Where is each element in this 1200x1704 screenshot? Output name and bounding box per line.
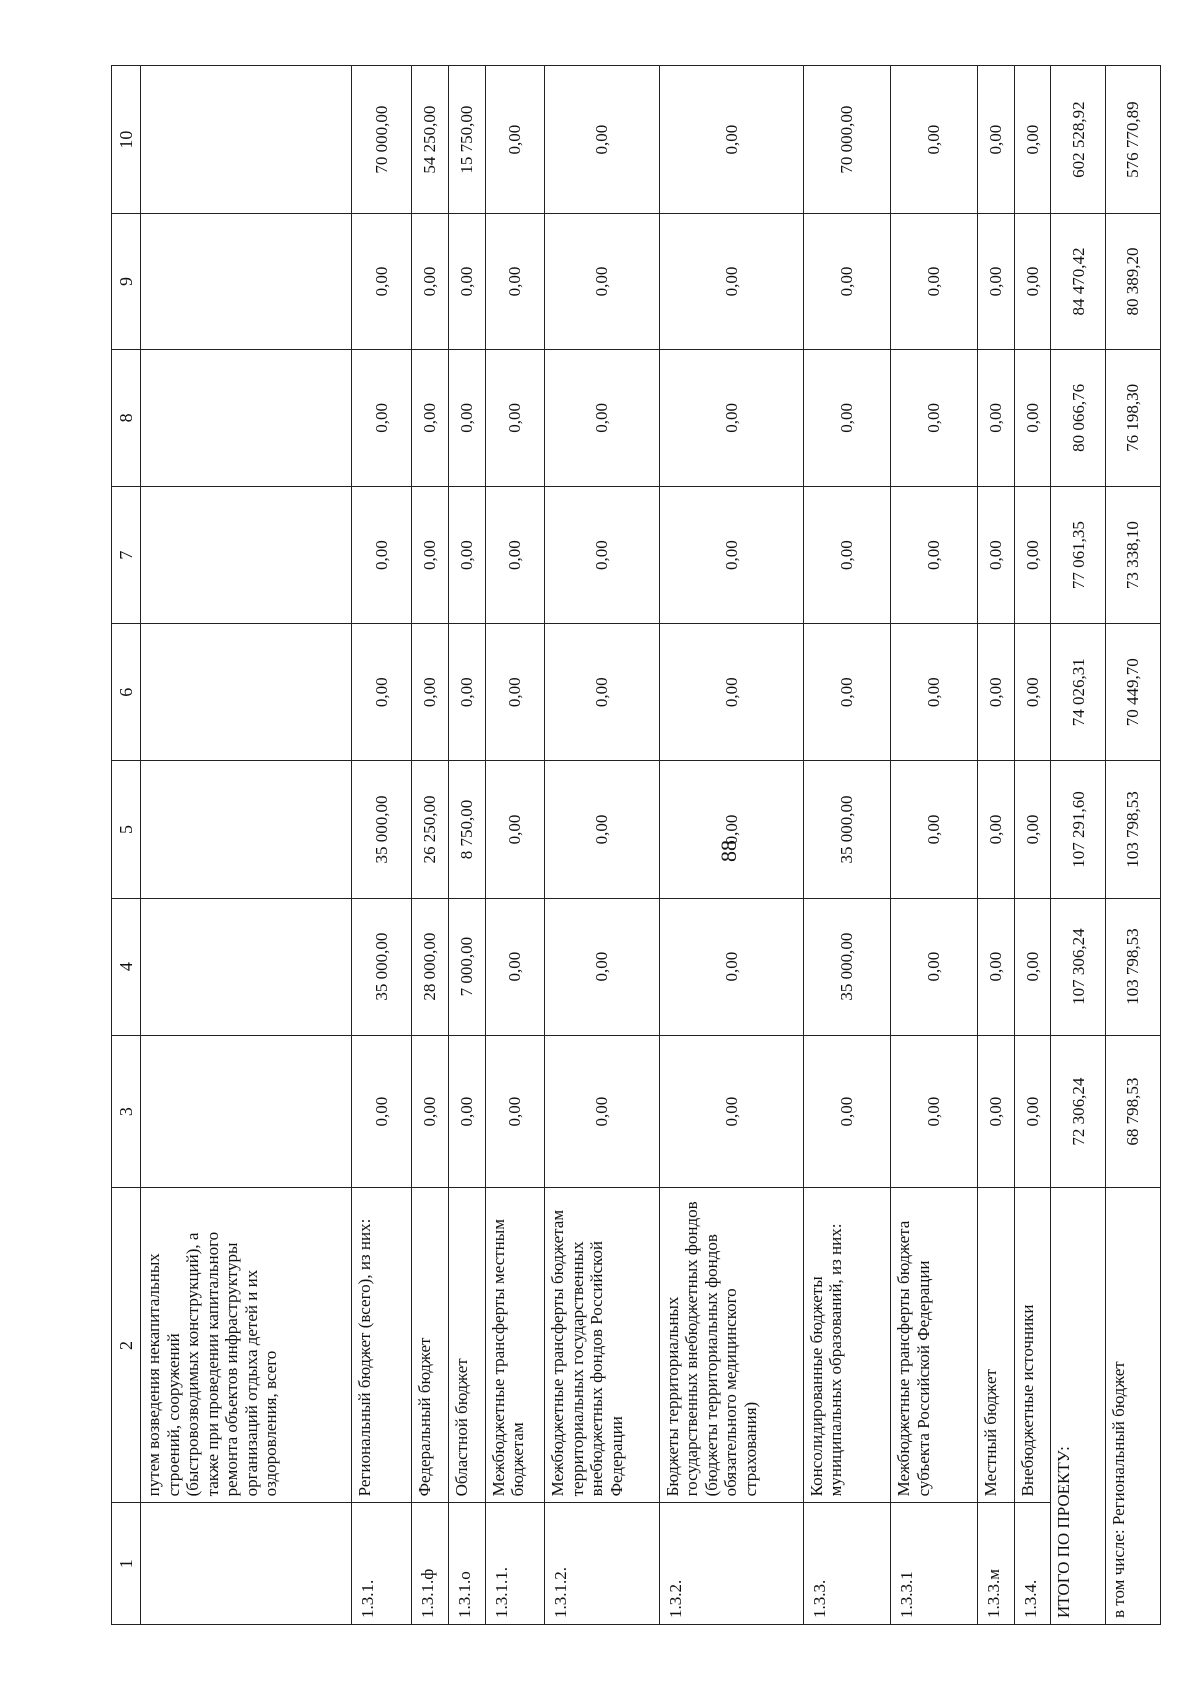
value-cell: 0,00 [352, 1035, 412, 1188]
value-cell: 0,00 [485, 214, 545, 350]
row-code: 1.3.2. [659, 1503, 803, 1625]
value-cell: 0,00 [890, 624, 977, 761]
value-cell: 0,00 [485, 898, 545, 1035]
totals-row [1106, 66, 1161, 1625]
value-cell [141, 214, 352, 350]
row-code: 1.3.4. [1014, 1503, 1051, 1625]
row-code: 1.3.1.о [448, 1503, 485, 1625]
value-cell [141, 349, 352, 486]
value-cell: 0,00 [485, 349, 545, 486]
value-cell: 0,00 [1014, 214, 1051, 350]
value-cell: 0,00 [1014, 349, 1051, 486]
row-code: 1.3.3.1 [890, 1503, 977, 1625]
total-value-cell: 576 770,89 [1106, 66, 1161, 214]
row-name: Межбюджетные трансферты бюджетам территориальных государственных внебюджетных фондов Российской Федерации [545, 1188, 659, 1503]
value-cell: 0,00 [448, 624, 485, 761]
table-row [890, 66, 977, 1625]
table-row [659, 66, 803, 1625]
value-cell: 0,00 [545, 624, 659, 761]
value-cell: 0,00 [978, 624, 1015, 761]
value-cell: 0,00 [545, 349, 659, 486]
value-cell: 0,00 [545, 486, 659, 623]
total-value-cell: 77 061,35 [1051, 486, 1106, 623]
value-cell [141, 898, 352, 1035]
value-cell: 0,00 [890, 898, 977, 1035]
row-name: Региональный бюджет (всего), из них: [352, 1188, 412, 1503]
row-name: Областной бюджет [448, 1188, 485, 1503]
row-name: Местный бюджет [978, 1188, 1015, 1503]
row-code: 1.3.1.2. [545, 1503, 659, 1625]
row-code [141, 1503, 352, 1625]
total-value-cell: 80 066,76 [1051, 349, 1106, 486]
value-cell [141, 761, 352, 898]
value-cell: 0,00 [545, 214, 659, 350]
row-code: 1.3.3.м [978, 1503, 1015, 1625]
column-header: 7 [112, 486, 141, 623]
row-code: 1.3.1. [352, 1503, 412, 1625]
value-cell: 0,00 [352, 624, 412, 761]
value-cell: 0,00 [412, 486, 449, 623]
column-header: 1 [112, 1503, 141, 1625]
row-name: Федеральный бюджет [412, 1188, 449, 1503]
value-cell: 0,00 [485, 624, 545, 761]
table-row [412, 66, 449, 1625]
value-cell: 0,00 [545, 1035, 659, 1188]
row-name: Консолидированные бюджеты муниципальных образований, из них: [803, 1188, 890, 1503]
total-value-cell: 84 470,42 [1051, 214, 1106, 350]
total-value-cell: 80 389,20 [1106, 214, 1161, 350]
value-cell: 0,00 [803, 486, 890, 623]
value-cell: 0,00 [545, 66, 659, 214]
value-cell: 0,00 [448, 1035, 485, 1188]
total-value-cell: 107 291,60 [1051, 761, 1106, 898]
totals-label: ИТОГО ПО ПРОЕКТУ: [1051, 1188, 1106, 1625]
total-value-cell: 72 306,24 [1051, 1035, 1106, 1188]
value-cell: 0,00 [659, 1035, 803, 1188]
value-cell: 35 000,00 [803, 898, 890, 1035]
total-value-cell: 73 338,10 [1106, 486, 1161, 623]
value-cell: 0,00 [978, 486, 1015, 623]
value-cell: 0,00 [412, 214, 449, 350]
value-cell: 0,00 [485, 1035, 545, 1188]
value-cell: 0,00 [803, 349, 890, 486]
column-header: 10 [112, 66, 141, 214]
value-cell: 54 250,00 [412, 66, 449, 214]
rotated-table-wrapper [111, 65, 1161, 1625]
value-cell: 0,00 [890, 349, 977, 486]
row-name: путем возведения некапитальных строений, сооружений (быстровозводимых конструкций), а также при проведении капитального ремонта объектов инфраструктуры организаций отдыха детей и их оздоровления, всего [141, 1188, 352, 1503]
row-name: Межбюджетные трансферты местным бюджетам [485, 1188, 545, 1503]
column-header: 4 [112, 898, 141, 1035]
value-cell: 0,00 [659, 349, 803, 486]
column-header: 8 [112, 349, 141, 486]
value-cell: 0,00 [352, 349, 412, 486]
budget-table [111, 65, 1161, 1625]
value-cell: 0,00 [448, 214, 485, 350]
value-cell: 0,00 [1014, 66, 1051, 214]
value-cell [141, 1035, 352, 1188]
table-row [545, 66, 659, 1625]
value-cell: 0,00 [978, 66, 1015, 214]
value-cell: 0,00 [978, 349, 1015, 486]
value-cell: 0,00 [545, 898, 659, 1035]
value-cell: 0,00 [1014, 1035, 1051, 1188]
value-cell: 0,00 [659, 624, 803, 761]
value-cell: 0,00 [485, 761, 545, 898]
table-row [141, 66, 352, 1625]
value-cell: 0,00 [1014, 898, 1051, 1035]
value-cell: 26 250,00 [412, 761, 449, 898]
value-cell: 0,00 [412, 349, 449, 486]
value-cell: 0,00 [978, 761, 1015, 898]
row-name: Межбюджетные трансферты бюджета субъекта Российской Федерации [890, 1188, 977, 1503]
value-cell: 0,00 [659, 66, 803, 214]
row-code: 1.3.1.ф [412, 1503, 449, 1625]
value-cell: 35 000,00 [352, 898, 412, 1035]
header-row [112, 66, 141, 1625]
value-cell: 0,00 [1014, 624, 1051, 761]
total-value-cell: 107 306,24 [1051, 898, 1106, 1035]
value-cell: 0,00 [1014, 486, 1051, 623]
page-number: 88 [716, 840, 741, 862]
total-value-cell: 74 026,31 [1051, 624, 1106, 761]
table-row [1014, 66, 1051, 1625]
totals-row [1051, 66, 1106, 1625]
total-value-cell: 76 198,30 [1106, 349, 1161, 486]
value-cell: 0,00 [659, 761, 803, 898]
value-cell: 0,00 [659, 486, 803, 623]
column-header: 2 [112, 1188, 141, 1503]
value-cell: 0,00 [803, 624, 890, 761]
value-cell: 0,00 [412, 624, 449, 761]
row-name: Бюджеты территориальных государственных внебюджетных фондов (бюджеты территориальных фондов обязательного медицинского страхования) [659, 1188, 803, 1503]
value-cell: 35 000,00 [352, 761, 412, 898]
value-cell: 0,00 [659, 214, 803, 350]
column-header: 9 [112, 214, 141, 350]
value-cell: 0,00 [1014, 761, 1051, 898]
table-row [352, 66, 412, 1625]
column-header: 6 [112, 624, 141, 761]
value-cell: 0,00 [890, 66, 977, 214]
value-cell [141, 486, 352, 623]
value-cell [141, 66, 352, 214]
value-cell: 0,00 [545, 761, 659, 898]
column-header: 3 [112, 1035, 141, 1188]
value-cell: 0,00 [485, 486, 545, 623]
value-cell: 0,00 [352, 214, 412, 350]
row-name: Внебюджетные источники [1014, 1188, 1051, 1503]
value-cell: 28 000,00 [412, 898, 449, 1035]
value-cell [141, 624, 352, 761]
value-cell: 70 000,00 [352, 66, 412, 214]
value-cell: 70 000,00 [803, 66, 890, 214]
total-value-cell: 103 798,53 [1106, 761, 1161, 898]
total-value-cell: 68 798,53 [1106, 1035, 1161, 1188]
value-cell: 8 750,00 [448, 761, 485, 898]
totals-label: в том числе: Региональный бюджет [1106, 1188, 1161, 1625]
total-value-cell: 103 798,53 [1106, 898, 1161, 1035]
value-cell: 15 750,00 [448, 66, 485, 214]
table-row [978, 66, 1015, 1625]
value-cell: 0,00 [890, 486, 977, 623]
value-cell: 7 000,00 [448, 898, 485, 1035]
value-cell: 0,00 [803, 1035, 890, 1188]
value-cell: 0,00 [659, 898, 803, 1035]
value-cell: 0,00 [890, 761, 977, 898]
value-cell: 0,00 [978, 1035, 1015, 1188]
value-cell: 0,00 [890, 1035, 977, 1188]
column-header: 5 [112, 761, 141, 898]
table-row [485, 66, 545, 1625]
value-cell: 0,00 [412, 1035, 449, 1188]
row-code: 1.3.1.1. [485, 1503, 545, 1625]
row-code: 1.3.3. [803, 1503, 890, 1625]
value-cell: 0,00 [890, 214, 977, 350]
value-cell: 0,00 [485, 66, 545, 214]
value-cell: 0,00 [978, 898, 1015, 1035]
table-row [448, 66, 485, 1625]
value-cell: 35 000,00 [803, 761, 890, 898]
value-cell: 0,00 [448, 349, 485, 486]
total-value-cell: 70 449,70 [1106, 624, 1161, 761]
value-cell: 0,00 [978, 214, 1015, 350]
value-cell: 0,00 [448, 486, 485, 623]
value-cell: 0,00 [803, 214, 890, 350]
total-value-cell: 602 528,92 [1051, 66, 1106, 214]
table-row [803, 66, 890, 1625]
value-cell: 0,00 [352, 486, 412, 623]
